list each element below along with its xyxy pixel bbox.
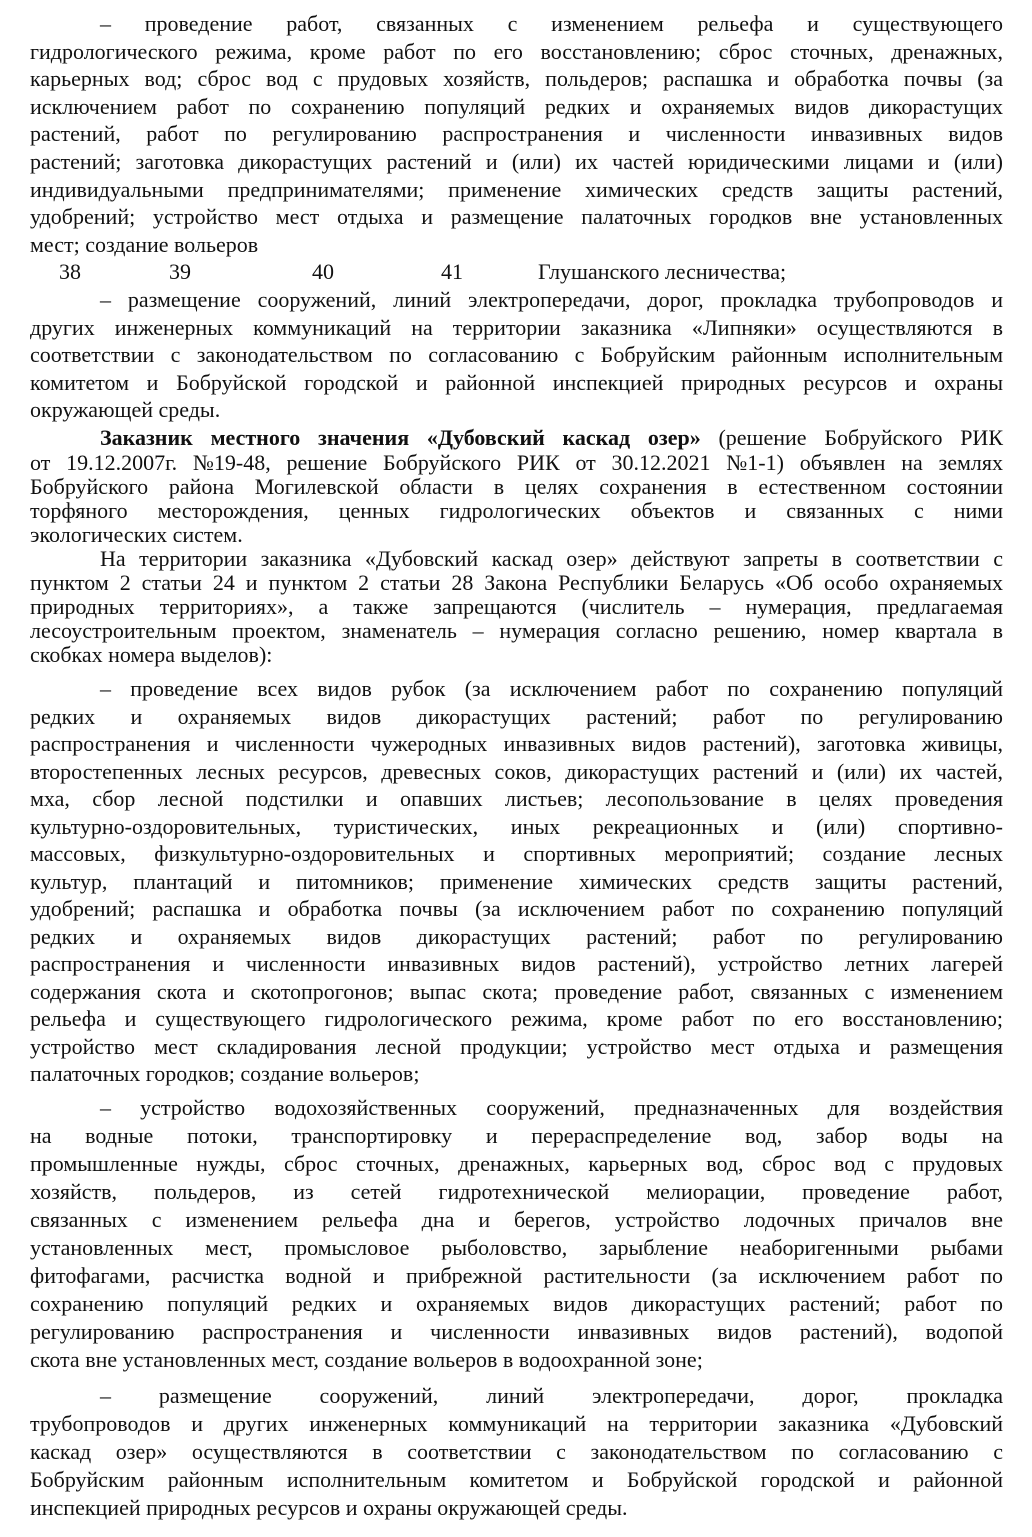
text-line: распространения и численности чужеродных инвазивных видов растений), заготовка живицы, [30, 731, 1003, 756]
text-line: Бобруйского района Могилевской области в целях сохранения в естественном состоянии [30, 474, 1003, 499]
text-line: трубопроводов и других инженерных коммуникаций на территории заказника «Дубовский [30, 1411, 1003, 1436]
text-line: торфяного месторождения, ценных гидрологических объектов и связанных с ними [30, 498, 1003, 523]
text-line: скота вне установленных мест, создание вольеров в водоохранной зоне; [30, 1347, 703, 1372]
text-line: На территории заказника «Дубовский каскад озер» действуют запреты в соответствии с [100, 546, 1003, 571]
text-line: окружающей среды. [30, 397, 221, 422]
text-line: Бобруйским районным исполнительным комитетом и Бобруйской городской и районной [30, 1467, 1003, 1492]
text-line: второстепенных лесных ресурсов, древесных соков, дикорастущих растений и (или) их частей, [30, 759, 1003, 784]
text-line: растений, работ по регулированию распространения и численности инвазивных видов [30, 121, 1003, 146]
quarter-number: 39 [169, 259, 191, 284]
text-line: промышленные нужды, сброс сточных, дренажных, карьерных вод, сброс вод с прудовых [30, 1151, 1003, 1176]
text-line: хозяйств, польдеров, из сетей гидротехнической мелиорации, проведение работ, [30, 1179, 1003, 1204]
text-line: удобрений; распашка и обработка почвы (за исключением работ по сохранению популяций [30, 896, 1003, 921]
quarter-number: 41 [441, 259, 463, 284]
text-line: – размещение сооружений, линий электропередачи, дорог, прокладка [100, 1383, 1003, 1408]
text-line: рельефа и существующего гидрологического режима, кроме работ по его восстановлению; [30, 1006, 1003, 1031]
text-line: – проведение всех видов рубок (за исключением работ по сохранению популяций [100, 676, 1003, 701]
text-line: инспекцией природных ресурсов и охраны окружающей среды. [30, 1495, 628, 1520]
text-line: культурно-оздоровительных, туристических, иных рекреационных и (или) спортивно- [30, 814, 1003, 839]
text-line: экологических систем. [30, 522, 243, 547]
text-line: на водные потоки, транспортировку и перераспределение вод, забор воды на [30, 1123, 1003, 1148]
text-line: сохранению популяций редких и охраняемых видов дикорастущих растений; работ по [30, 1291, 1003, 1316]
text-line: скобках номера выделов): [30, 642, 273, 667]
text-line: связанных с изменением рельефа дна и берегов, устройство лодочных причалов вне [30, 1207, 1003, 1232]
text-line: соответствии с законодательством по согласованию с Бобруйским районным исполнительным [30, 342, 1003, 367]
text-line: комитетом и Бобруйской городской и районной инспекцией природных ресурсов и охраны [30, 370, 1003, 395]
text-line: регулированию распространения и численности инвазивных видов растений), водопой [30, 1319, 1003, 1344]
text-line: фитофагами, расчистка водной и прибрежной растительности (за исключением работ по [30, 1263, 1003, 1288]
text-line: редких и охраняемых видов дикорастущих растений; работ по регулированию [30, 924, 1003, 949]
text-line: массовых, физкультурно-оздоровительных и спортивных мероприятий; создание лесных [30, 841, 1003, 866]
text-line: содержания скота и скотопрогонов; выпас скота; проведение работ, связанных с изменением [30, 979, 1003, 1004]
text-line: устройство мест складирования лесной продукции; устройство мест отдыха и размещения [30, 1034, 1003, 1059]
text-line: лесоустроительным проектом, знаменатель – нумерация согласно решению, номер квартала в [30, 618, 1003, 643]
reserve-title: Заказник местного значения «Дубовский каскад озер» [100, 425, 701, 450]
text-line: мха, сбор лесной подстилки и опавших листьев; лесопользование в целях проведения [30, 786, 1003, 811]
text-line: редких и охраняемых видов дикорастущих растений; работ по регулированию [30, 704, 1003, 729]
text-line: каскад озер» осуществляются в соответствии с законодательством по согласованию с [30, 1439, 1003, 1464]
text-line: – проведение работ, связанных с изменением рельефа и существующего [100, 11, 1003, 36]
text-line: от 19.12.2007г. №19-48, решение Бобруйского РИК от 30.12.2021 №1-1) объявлен на землях [30, 450, 1003, 475]
text-line: индивидуальными предпринимателями; применение химических средств защиты растений, [30, 177, 1003, 202]
text-line: распространения и численности инвазивных видов растений), устройство летних лагерей [30, 951, 1003, 976]
text-line: – размещение сооружений, линий электропередачи, дорог, прокладка трубопроводов и [100, 287, 1003, 312]
text-line: природных территориях», а также запрещаются (числитель – нумерация, предлагаемая [30, 594, 1003, 619]
text-line: установленных мест, промысловое рыболовство, зарыбление неаборигенными рыбами [30, 1235, 1003, 1260]
quarter-number: 38 [59, 259, 81, 284]
forestry-name: Глушанского лесничества; [538, 259, 787, 284]
quarter-number: 40 [312, 259, 334, 284]
text-line: Заказник местного значения «Дубовский каскад озер» (решение Бобруйского РИК [100, 425, 1003, 450]
text-line: – устройство водохозяйственных сооружений, предназначенных для воздействия [100, 1095, 1003, 1120]
text-line: растений; заготовка дикорастущих растений и (или) их частей юридическими лицами и (или) [30, 149, 1003, 174]
text-line: удобрений; устройство мест отдыха и размещение палаточных городков вне установленных [30, 204, 1003, 229]
text-line: гидрологического режима, кроме работ по его восстановлению; сброс сточных, дренажных, [30, 39, 1003, 64]
text-line: пунктом 2 статьи 24 и пунктом 2 статьи 28 Закона Республики Беларусь «Об особо охраняемых [30, 570, 1003, 595]
text-line: других инженерных коммуникаций на территории заказника «Липняки» осуществляются в [30, 315, 1003, 340]
text-line: палаточных городков; создание вольеров; [30, 1061, 420, 1086]
text-line: мест; создание вольеров [30, 232, 259, 257]
text-line: культур, плантаций и питомников; применение химических средств защиты растений, [30, 869, 1003, 894]
text-line: карьерных вод; сброс вод с прудовых хозяйств, польдеров; распашка и обработка почвы (за [30, 66, 1003, 91]
text-line: исключением работ по сохранению популяций редких и охраняемых видов дикорастущих [30, 94, 1003, 119]
